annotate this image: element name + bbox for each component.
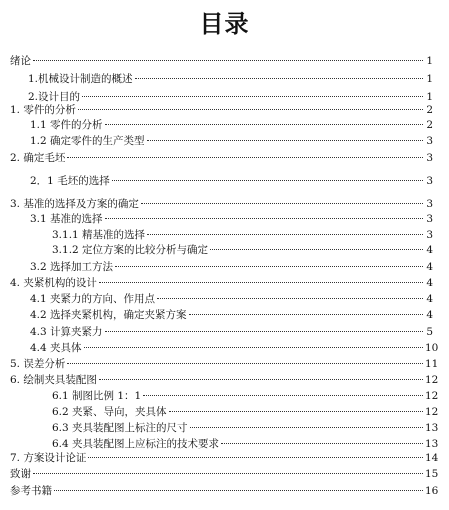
toc-entry-page: 4	[426, 293, 433, 305]
toc-leader-dots	[135, 78, 423, 79]
toc-entry[interactable]	[52, 228, 433, 242]
toc-leader-dots	[82, 96, 423, 97]
toc-leader-dots	[189, 314, 423, 315]
toc-entry-page: 12	[425, 390, 439, 402]
toc-entry[interactable]	[10, 467, 439, 481]
toc-entry[interactable]	[30, 260, 433, 274]
toc-entry-label: 4.2 选择夹紧机构，确定夹紧方案	[30, 309, 187, 321]
toc-entry-label: 6.1 制图比例 1：1	[52, 390, 142, 402]
toc-leader-dots	[157, 298, 423, 299]
toc-entry[interactable]	[52, 389, 439, 403]
toc-entry[interactable]	[10, 484, 439, 498]
toc-leader-dots	[112, 180, 423, 181]
toc-entry-label: 2.设计目的	[28, 91, 81, 103]
toc-leader-dots	[190, 427, 423, 428]
toc-entry-label: 参考书籍	[10, 485, 52, 497]
toc-entry-label: 6.2 夹紧、导向，夹具体	[52, 406, 167, 418]
toc-leader-dots	[141, 203, 423, 204]
toc-leader-dots	[105, 331, 423, 332]
toc-entry-page: 4	[426, 261, 433, 273]
toc-entry-label: 3.1.1 精基准的选择	[52, 229, 146, 241]
toc-leader-dots	[67, 363, 423, 364]
toc-entry-page: 11	[425, 358, 439, 370]
toc-entry[interactable]	[28, 90, 433, 104]
toc-entry[interactable]	[30, 341, 439, 355]
toc-entry-label: 绪论	[10, 55, 31, 67]
toc-leader-dots	[221, 443, 423, 444]
toc-entry-page: 3	[426, 152, 433, 164]
toc-entry-page: 15	[425, 468, 439, 480]
toc-entry-label: 3.2 选择加工方法	[30, 261, 114, 273]
toc-leader-dots	[105, 218, 423, 219]
toc-entry-page: 1	[426, 91, 433, 103]
toc-entry-label: 3. 基准的选择及方案的确定	[10, 198, 139, 210]
toc-entry-page: 12	[425, 374, 439, 386]
toc-entry-page: 3	[426, 213, 433, 225]
toc-entry[interactable]	[52, 243, 433, 257]
toc-leader-dots	[33, 473, 423, 474]
toc-leader-dots	[33, 60, 423, 61]
toc-leader-dots	[88, 457, 423, 458]
toc-entry-label: 2. 确定毛坯	[10, 152, 66, 164]
toc-entry[interactable]	[30, 212, 433, 226]
toc-leader-dots	[54, 490, 423, 491]
toc-entry[interactable]	[10, 151, 433, 165]
toc-entry[interactable]	[30, 134, 433, 148]
toc-entry-page: 13	[425, 422, 439, 434]
toc-entry-label: 7. 方案设计论证	[10, 452, 87, 464]
toc-entry[interactable]	[30, 325, 433, 339]
toc-entry-page: 2	[426, 104, 433, 116]
toc-entry-page: 5	[426, 326, 433, 338]
toc-entry-page: 13	[425, 438, 439, 450]
toc-entry-page: 1	[426, 73, 433, 85]
toc-entry-label: 1.机械设计制造的概述	[28, 73, 133, 85]
toc-entry-label: 5. 误差分析	[10, 358, 66, 370]
toc-entry-page: 14	[425, 452, 439, 464]
toc-entry-label: 1.1 零件的分析	[30, 119, 103, 131]
toc-entry-page: 3	[426, 135, 433, 147]
toc-entry-label: 4.4 夹具体	[30, 342, 82, 354]
toc-entry[interactable]	[10, 54, 433, 68]
toc-leader-dots	[105, 124, 423, 125]
toc-leader-dots	[99, 282, 423, 283]
toc-entry-label: 6.3 夹具装配图上标注的尺寸	[52, 422, 188, 434]
toc-entry[interactable]	[10, 451, 439, 465]
toc-entry-label: 4.1 夹紧力的方向、作用点	[30, 293, 156, 305]
toc-leader-dots	[147, 234, 423, 235]
toc-entry-page: 12	[425, 406, 439, 418]
toc-entry-page: 3	[426, 175, 433, 187]
toc-entry[interactable]	[30, 292, 433, 306]
toc-leader-dots	[67, 157, 423, 158]
toc-leader-dots	[210, 249, 423, 250]
toc-entry-label: 6.4 夹具装配图上应标注的技术要求	[52, 438, 220, 450]
toc-entry[interactable]	[30, 308, 433, 322]
toc-leader-dots	[84, 347, 423, 348]
toc-entry-label: 1. 零件的分析	[10, 104, 76, 116]
toc-entry[interactable]	[10, 197, 433, 211]
toc-leader-dots	[147, 140, 423, 141]
toc-entry-label: 致谢	[10, 468, 31, 480]
toc-entry[interactable]	[10, 373, 439, 387]
toc-entry-label: 3.1.2 定位方案的比较分析与确定	[52, 244, 209, 256]
toc-entry-page: 1	[426, 55, 433, 67]
toc-entry[interactable]	[30, 174, 433, 188]
toc-entry-page: 10	[425, 342, 439, 354]
toc-leader-dots	[115, 266, 423, 267]
toc-entry[interactable]	[28, 72, 433, 86]
toc-entry[interactable]	[10, 276, 433, 290]
toc-leader-dots	[99, 379, 423, 380]
toc-entry-page: 4	[426, 244, 433, 256]
toc-entry-label: 4.3 计算夹紧力	[30, 326, 103, 338]
toc-entry-page: 16	[425, 485, 439, 497]
toc-entry-page: 3	[426, 229, 433, 241]
toc-entry[interactable]	[52, 421, 439, 435]
toc-entry-page: 3	[426, 198, 433, 210]
toc-entry[interactable]	[52, 437, 439, 451]
toc-leader-dots	[78, 109, 423, 110]
toc-entry-label: 3.1 基准的选择	[30, 213, 103, 225]
toc-entry-label: 6. 绘制夹具装配图	[10, 374, 97, 386]
toc-entry[interactable]	[10, 103, 433, 117]
toc-leader-dots	[169, 411, 423, 412]
toc-leader-dots	[143, 395, 423, 396]
toc-entry-page: 2	[426, 119, 433, 131]
toc-entry[interactable]	[52, 405, 439, 419]
toc-entry-label: 4. 夹紧机构的设计	[10, 277, 97, 289]
toc-entry-label: 2．1 毛坯的选择	[30, 175, 110, 187]
toc-entry-page: 4	[426, 309, 433, 321]
page-title: 目录	[199, 10, 250, 38]
toc-entry[interactable]	[10, 357, 439, 371]
toc-entry[interactable]	[30, 118, 433, 132]
toc-entry-label: 1.2 确定零件的生产类型	[30, 135, 145, 147]
toc-entry-page: 4	[426, 277, 433, 289]
